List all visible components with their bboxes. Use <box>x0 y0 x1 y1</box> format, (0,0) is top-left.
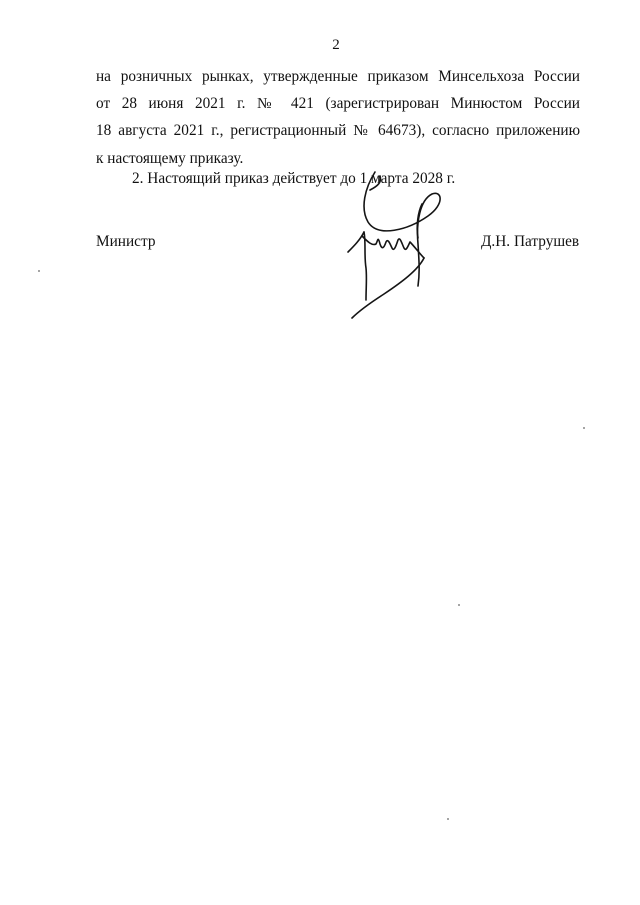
paragraph-1-line: от 28 июня 2021 г. № 421 (зарегистрирован Минюстом России <box>96 95 580 113</box>
paragraph-1 <box>96 63 580 172</box>
paragraph-1-line: на розничных рынках, утвержденные приказом Минсельхоза России <box>96 68 580 85</box>
scan-speck <box>458 604 460 606</box>
page-number: 2 <box>332 37 340 53</box>
scan-speck <box>38 270 40 272</box>
scan-speck <box>447 818 449 820</box>
paragraph-1-line: 18 августа 2021 г., регистрационный № 64673), согласно приложению <box>96 122 580 140</box>
handwritten-signature <box>320 160 460 320</box>
paragraph-1-line: к настоящему приказу. <box>96 149 244 167</box>
paragraph-2: 2. Настоящий приказ действует до 1 марта 2028 г. <box>132 170 456 187</box>
signer-name: Д.Н. Патрушев <box>481 233 580 250</box>
scan-speck <box>583 427 585 429</box>
signer-title: Министр <box>96 233 156 250</box>
